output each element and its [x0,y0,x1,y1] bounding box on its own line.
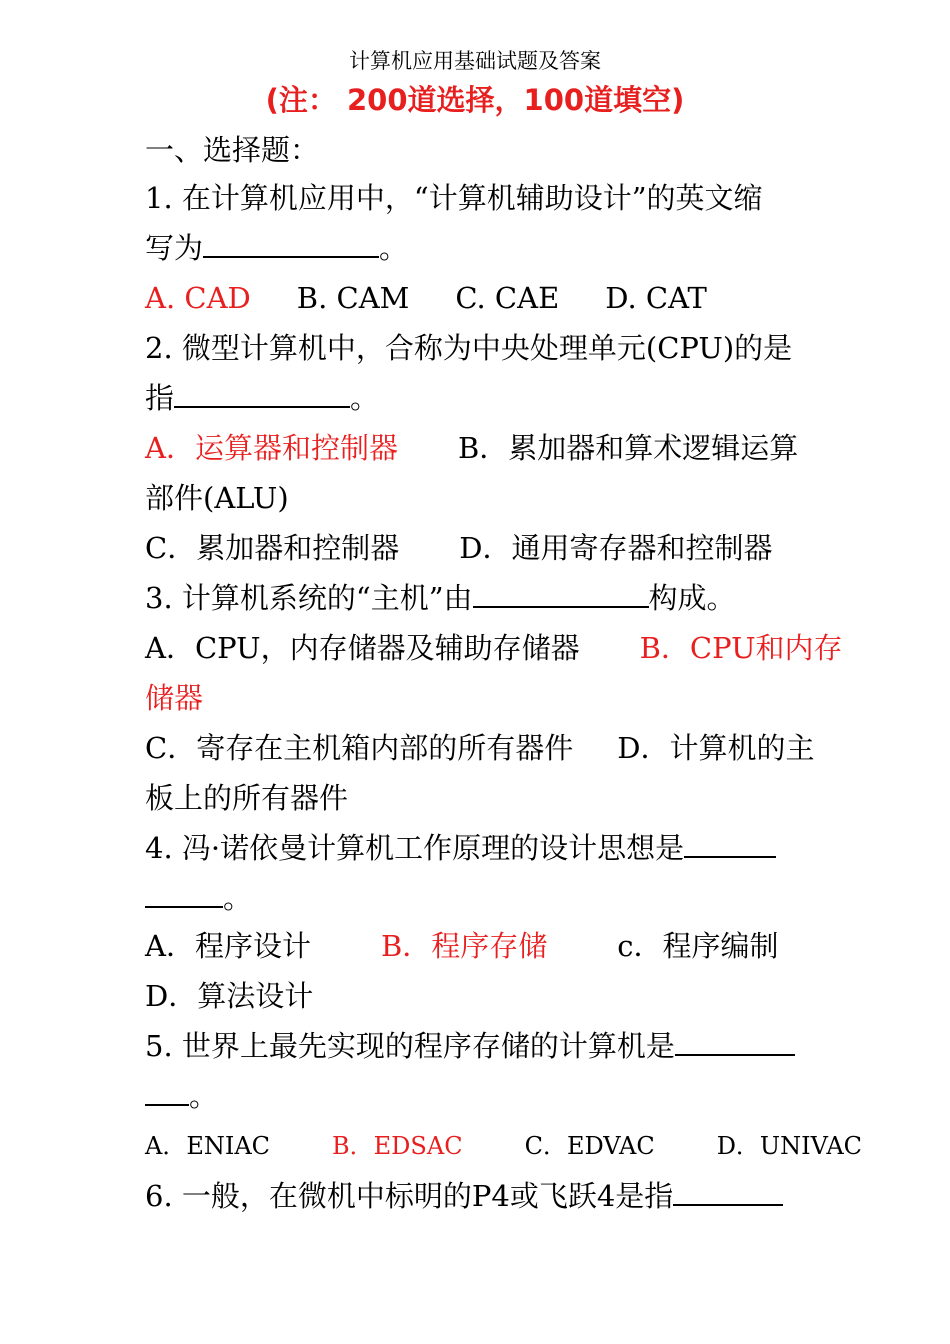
q3-option-c: C．寄存在主机箱内部的所有器件 [145,731,574,765]
q4-answer-blank [684,826,776,858]
q3-stem [145,576,863,620]
q1-option-a: A. CAD [145,281,251,315]
q3-option-a: A．CPU，内存储器及辅助存储器 [145,631,580,665]
q4-option-d: D．算法设计 [145,979,314,1013]
q3-option-b: B．CPU和内存 [639,631,843,665]
q4-option-a: A．程序设计 [145,929,311,963]
q4-option-b: B．程序存储 [380,929,548,963]
q4-stem-line2 [145,876,863,920]
q5-answer-blank [675,1024,795,1056]
q2-stem-line2 [145,376,863,420]
q4-option-c: c．程序编制 [617,929,779,963]
q4-stem [145,826,863,870]
document-title: 计算机应用基础试题及答案 [349,49,601,73]
q5-option-b: B．EDSAC [332,1132,463,1160]
q1-stem-end: 。 [379,231,409,265]
q1-options [145,276,863,320]
q3-options-row2 [145,726,863,770]
document-note: (注： 200道选择，100道填空) [265,83,685,117]
q3-stem-end: 构成。 [648,581,736,615]
q5-stem [145,1024,863,1068]
q1-option-b: B. CAM [296,281,410,315]
q4-options-row1 [145,924,863,968]
q6-stem-text: 6. 一般，在微机中标明的P4或飞跃4是指 [145,1179,674,1213]
q3-option-b-cont: 储器 [145,681,204,715]
q2-stem-text: 指 [145,381,175,415]
q1-stem-line1: 1. 在计算机应用中，“计算机辅助设计”的英文缩 [145,181,763,215]
q1-answer-blank [203,226,379,258]
q2-options-row2 [145,526,863,570]
q2-option-a: A．运算器和控制器 [145,431,398,465]
q6-answer-blank [673,1174,783,1206]
q5-stem-text: 5. 世界上最先实现的程序存储的计算机是 [145,1029,675,1063]
q5-stem-end: 。 [189,1079,219,1113]
q4-answer-blank-cont [145,876,223,908]
q3-option-d-cont: 板上的所有器件 [145,781,349,815]
q2-option-b: B．累加器和算术逻辑运算 [457,431,799,465]
q1-option-d: D. CAT [605,281,707,315]
q5-answer-blank-cont [145,1074,189,1106]
q4-stem-text: 4. 冯·诺依曼计算机工作原理的设计思想是 [145,831,685,865]
q2-option-b-cont: 部件(ALU) [145,481,289,515]
q2-stem-end: 。 [350,381,380,415]
q3-stem-text: 3. 计算机系统的“主机”由 [145,581,473,615]
q5-option-d: D．UNIVAC [716,1132,863,1160]
section-heading: 一、选择题： [145,133,320,167]
q2-option-c: C．累加器和控制器 [145,531,400,565]
q6-stem [145,1174,863,1218]
q2-option-d: D．通用寄存器和控制器 [459,531,773,565]
q5-stem-line2 [145,1074,863,1118]
q4-stem-end: 。 [223,881,253,915]
q5-option-a: A．ENIAC [145,1132,271,1160]
q1-option-c: C. CAE [455,281,560,315]
q1-stem-line2 [145,226,863,270]
q5-option-c: C．EDVAC [524,1132,655,1160]
q1-stem-text: 写为 [145,231,204,265]
q2-options-row1 [145,426,863,470]
q2-answer-blank [174,376,350,408]
q5-options [145,1124,863,1168]
q2-stem-line1: 2. 微型计算机中，合称为中央处理单元(CPU)的是 [145,331,793,365]
q3-option-d: D．计算机的主 [617,731,815,765]
q3-answer-blank [473,576,649,608]
q3-options-row1 [145,626,863,670]
